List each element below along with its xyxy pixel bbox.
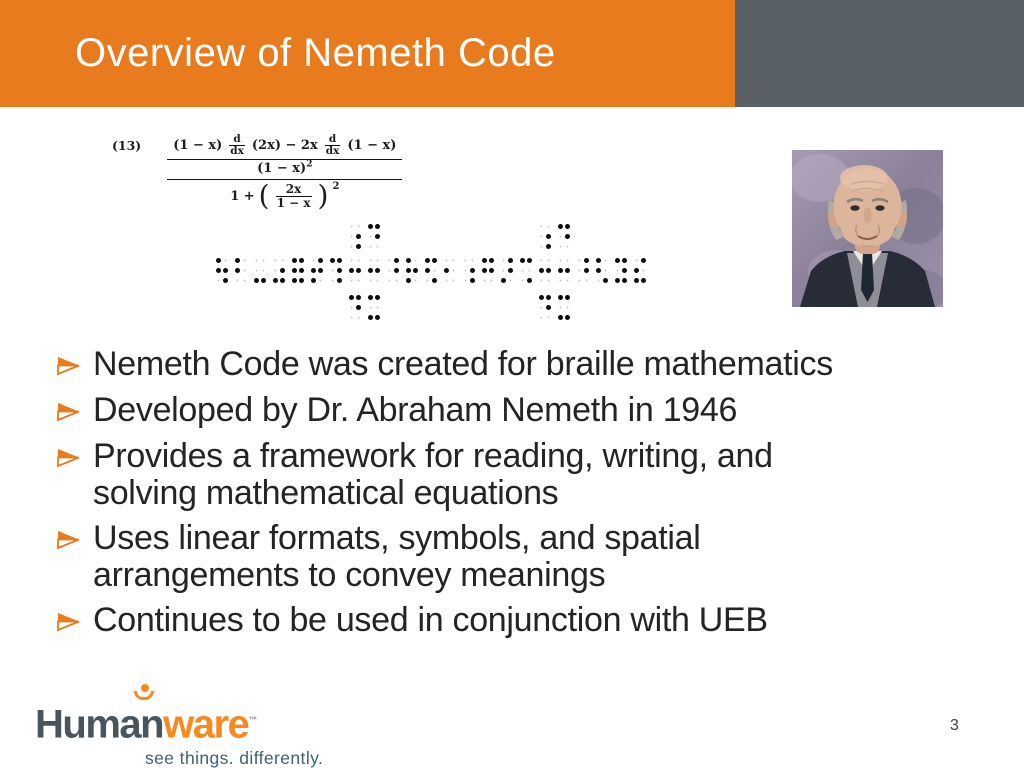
braille-cell — [348, 255, 361, 285]
page-title: Overview of Nemeth Code — [75, 31, 556, 75]
braille-cell — [614, 255, 627, 285]
list-item — [55, 438, 955, 512]
term-3: (1 − x) — [347, 138, 397, 154]
braille-cell — [557, 221, 570, 251]
logo-wordmark: Humanware™ — [35, 702, 258, 747]
bullet-arrow-icon — [55, 520, 93, 594]
humanware-logo — [35, 700, 323, 768]
braille-cell — [538, 292, 551, 322]
braille-cell — [519, 255, 532, 285]
bullet-text: Uses linear formats, symbols, and spatial arrangements to convey meanings — [93, 519, 701, 594]
braille-cell — [443, 255, 456, 285]
denominator-fraction: 2x 1 − x — [276, 182, 311, 210]
braille-cell — [500, 255, 513, 285]
bullet-text: Continues to be used in conjunction with UEB — [93, 601, 768, 639]
braille-row-bottom — [215, 292, 652, 322]
inner-denominator: $(1 - x)^2$ — [167, 159, 402, 176]
portrait-photo — [792, 150, 943, 307]
braille-cell — [538, 255, 551, 285]
braille-cell — [367, 221, 380, 251]
braille-cell — [367, 255, 380, 285]
list-item — [55, 602, 955, 640]
header-accent-block — [735, 0, 1024, 107]
braille-cell — [557, 255, 570, 285]
right-paren: ) — [317, 178, 329, 212]
braille-row-main — [215, 255, 652, 285]
outer-denominator: 1 + ( 2x 1 − x ) 2 — [167, 179, 402, 209]
braille-cell — [291, 255, 304, 285]
braille-cell — [386, 255, 399, 285]
bullet-arrow-icon — [55, 438, 93, 512]
braille-cell — [329, 255, 342, 285]
term-2: (2x) − 2x — [251, 138, 318, 154]
person-icon-arms — [134, 691, 154, 700]
braille-row-top — [215, 221, 652, 251]
braille-cell — [215, 255, 228, 285]
list-item — [55, 392, 955, 430]
bullet-text: Developed by Dr. Abraham Nemeth in 1946 — [93, 391, 738, 429]
left-paren: ( — [258, 178, 270, 212]
braille-cell — [462, 255, 475, 285]
logo-tagline: see things. differently. — [145, 748, 324, 768]
bullet-arrow-icon — [55, 602, 93, 640]
braille-cell — [234, 255, 247, 285]
list-item — [55, 520, 955, 594]
bullet-text: Nemeth Code was created for braille mathematics — [93, 345, 833, 383]
braille-cell — [367, 292, 380, 322]
braille-cell — [481, 255, 494, 285]
bullet-list — [55, 346, 955, 648]
inner-numerator — [167, 134, 402, 157]
braille-block — [215, 221, 652, 322]
bullet-arrow-icon — [55, 392, 93, 430]
braille-cell — [538, 221, 551, 251]
term-1: (1 − x) — [173, 138, 223, 154]
braille-cell — [253, 255, 266, 285]
math-equation — [112, 133, 402, 212]
bullet-arrow-icon — [55, 346, 93, 384]
derivative-fraction: d dx — [325, 133, 340, 158]
page-number: 3 — [950, 717, 959, 734]
outer-fraction — [167, 133, 402, 212]
braille-cell — [348, 292, 361, 322]
inner-fraction — [167, 134, 402, 176]
list-item — [55, 346, 955, 384]
braille-cell — [405, 255, 418, 285]
header-bar — [0, 0, 735, 107]
braille-cell — [310, 255, 323, 285]
person-icon — [133, 684, 157, 704]
braille-cell — [348, 221, 361, 251]
braille-cell — [272, 255, 285, 285]
portrait-illustration — [792, 150, 943, 307]
trademark-symbol: ™ — [248, 715, 258, 725]
equation-number: (13) — [112, 138, 142, 153]
braille-cell — [424, 255, 437, 285]
braille-cell — [576, 255, 589, 285]
derivative-fraction: d dx — [230, 133, 244, 158]
braille-cell — [557, 292, 570, 322]
outer-numerator — [167, 134, 402, 176]
braille-cell — [595, 255, 608, 285]
bullet-text: Provides a framework for reading, writing, and solving mathematical equations — [93, 437, 773, 512]
braille-cell — [633, 255, 646, 285]
